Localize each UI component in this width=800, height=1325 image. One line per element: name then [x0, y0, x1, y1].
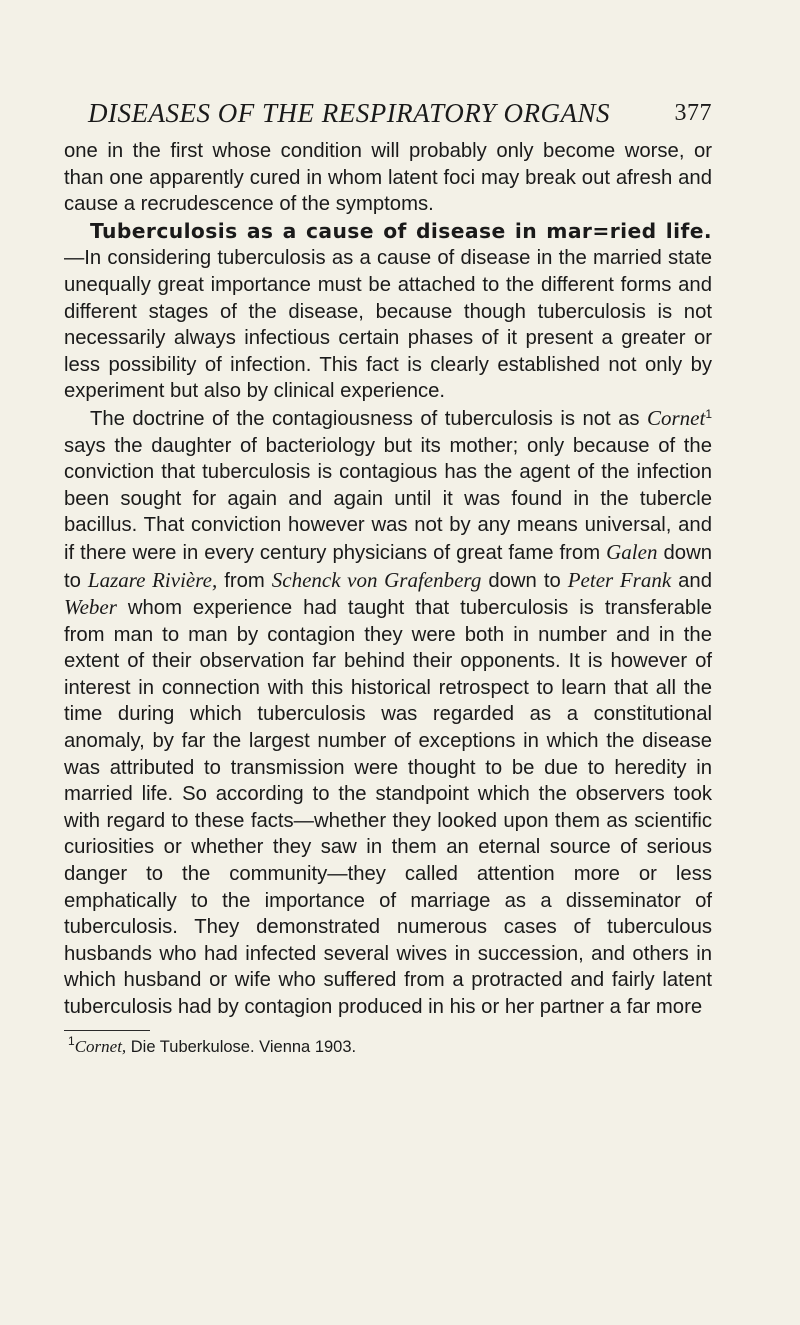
doctrine-paragraph	[64, 405, 712, 1021]
book-page	[64, 96, 712, 1057]
author-name-weber: Weber	[64, 595, 117, 620]
doctrine-text-3: down to	[64, 541, 712, 592]
page-number: 377	[674, 100, 712, 126]
author-name-cornet: Cornet	[646, 405, 706, 430]
footnote	[64, 1033, 712, 1057]
doctrine-text-5: down to	[481, 569, 568, 592]
body-text	[64, 138, 712, 1021]
doctrine-text-6: and	[671, 569, 712, 592]
doctrine-text-4: from	[217, 569, 272, 592]
author-name-frank: Peter Frank	[567, 567, 672, 592]
footnote-author: Cornet,	[74, 1036, 127, 1056]
author-name-galen: Galen	[606, 539, 658, 564]
section-heading: Tuberculosis as a cause of disease in mar=ried life.	[90, 218, 712, 243]
tuberculosis-paragraph	[64, 218, 712, 405]
footnote-reference: 1	[705, 406, 712, 421]
running-head	[64, 96, 712, 136]
doctrine-text-7: whom experience had taught that tuberculosis is transferable from man to man by contagion they were both in number and in the extent of their observation far behind their opponents. It is however of interest in connection with this historical retrospect to learn that all the time during which tuberculosis was regarded as a constitutional anomaly, by far the largest number of exceptions in which the disease was attributed to transmission were thought to be due to heredity in married life. So according to the standpoint which the observers took with regard to these facts—whether they looked upon them as scientific curiosities or whether they saw in them an eternal source of serious danger to the community—they called attention more or less emphatically to the importance of marriage as a disseminator of tuberculosis. They demonstrated numerous cases of tuberculous husbands who had infected several wives in succession, and others in which husband or wife who suffered from a protracted and fairly latent tuberculosis had by contagion produced in his or her partner a far more	[64, 597, 712, 1018]
footnote-text: Die Tuberkulose. Vienna 1903.	[126, 1037, 357, 1056]
footnote-divider	[64, 1030, 150, 1031]
doctrine-text-1: The doctrine of the contagiousness of tuberculosis is not as	[90, 407, 647, 430]
tuberculosis-paragraph-text: —In considering tuberculosis as a cause of disease in the married state unequally great importance must be attached to the different forms and different stages of the disease, because though tuberculosis is not necessarily always infectious certain phases of it present a greater or less possibility of infection. This fact is clearly established not only by experiment but also by clinical experience.	[64, 247, 712, 403]
author-name-schenck: Schenck von Grafenberg	[271, 567, 482, 592]
continuation-paragraph: one in the first whose condition will probably only become worse, or than one apparently cured in whom latent foci may break out afresh and cause a recrudescence of the symptoms.	[64, 140, 712, 216]
author-name-riviere: Lazare Rivière,	[87, 567, 218, 592]
doctrine-text-2: says the daughter of bacteriology but its mother; only because of the conviction that tuberculosis is contagious has the agent of the infection been sought for again and again until it was found in the tubercle bacillus. That conviction however was not by any means universal, and if there were in every century physicians of great fame from	[64, 434, 712, 564]
footnote-marker: 1	[68, 1033, 75, 1048]
running-title: DISEASES OF THE RESPIRATORY ORGANS	[88, 98, 610, 128]
